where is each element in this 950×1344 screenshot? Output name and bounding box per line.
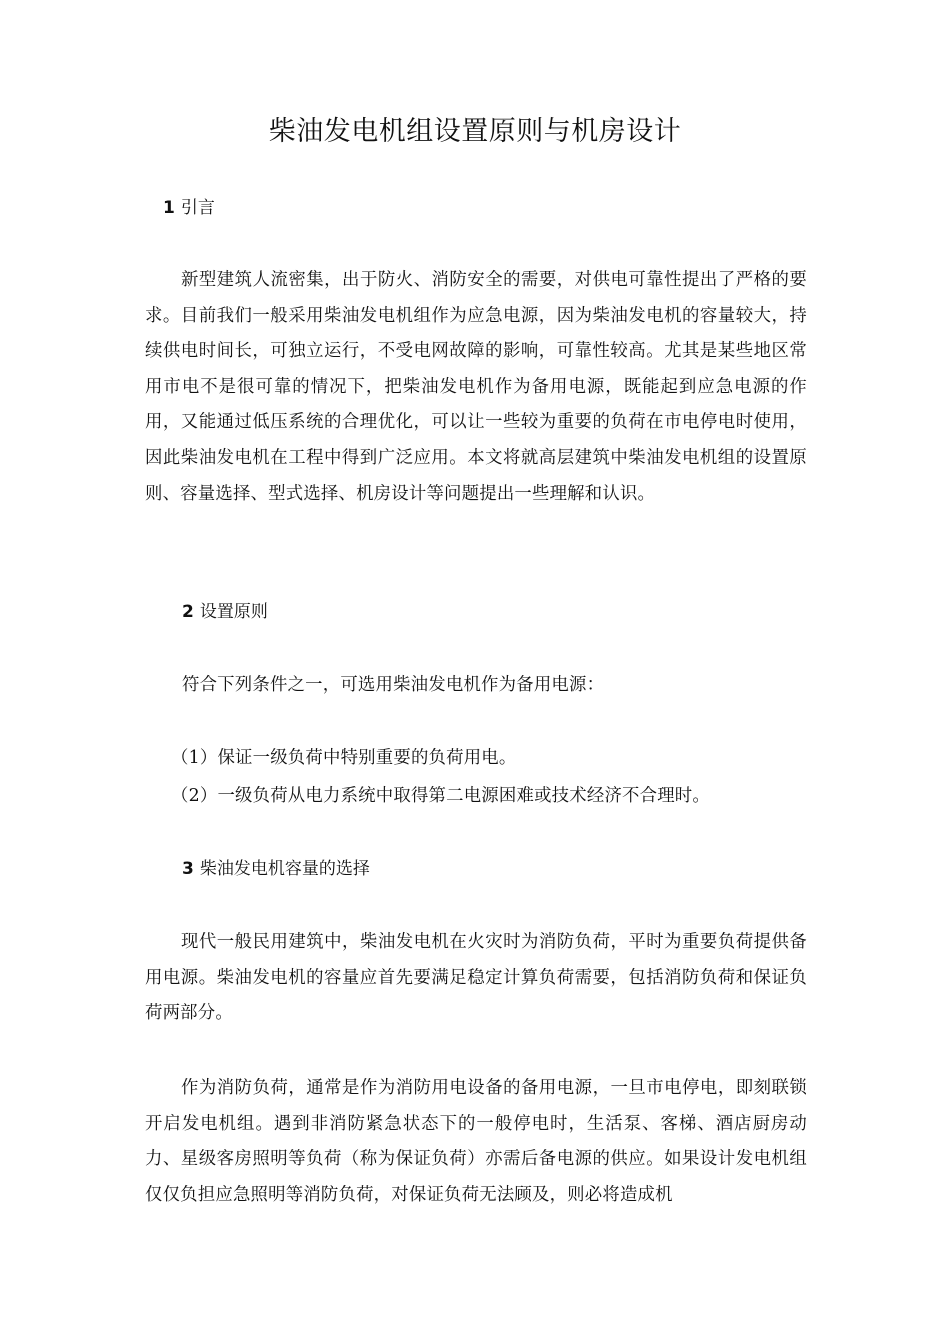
document-title: 柴油发电机组设置原则与机房设计 <box>268 116 682 147</box>
section-3-paragraph-2: 作为消防负荷，通常是作为消防用电设备的备用电源，一旦市电停电，即刻联锁开启发电机组。遇到非消防紧急状态下的一般停电时，生活泵、客梯、酒店厨房动力、星级客房照明等负荷（称为保证负荷）亦需后备电源的供应。如果设计发电机组仅仅负担应急照明等消防负荷，对保证负荷无法顾及，则必将造成机 <box>145 1078 807 1205</box>
section-3-paragraph-1: 现代一般民用建筑中，柴油发电机在火灾时为消防负荷，平时为重要负荷提供备用电源。柴油发电机的容量应首先要满足稳定计算负荷需要，包括消防负荷和保证负荷两部分。 <box>145 932 807 1024</box>
section-1-title: 引言 <box>180 198 215 218</box>
section-3-heading <box>182 856 370 882</box>
section-1-heading <box>163 195 215 221</box>
section-2-number: 2 <box>182 602 194 622</box>
section-1-paragraph: 新型建筑人流密集，出于防火、消防安全的需要，对供电可靠性提出了严格的要求。目前我们一般采用柴油发电机组作为应急电源，因为柴油发电机的容量较大，持续供电时间长，可独立运行，不受电网故障的影响，可靠性较高。尤其是某些地区常用市电不是很可靠的情况下，把柴油发电机作为备用电源，既能起到应急电源的作用，又能通过低压系统的合理优化，可以让一些较为重要的负荷在市电停电时使用，因此柴油发电机在工程中得到广泛应用。本文将就高层建筑中柴油发电机组的设置原则、容量选择、型式选择、机房设计等问题提出一些理解和认识。 <box>145 270 807 504</box>
section-2-heading <box>182 599 268 625</box>
section-2-item-2: （2）一级负荷从电力系统中取得第二电源困难或技术经济不合理时。 <box>171 786 710 806</box>
section-2-title: 设置原则 <box>199 602 268 622</box>
section-3-title: 柴油发电机容量的选择 <box>199 859 370 879</box>
section-2-item-1: （1）保证一级负荷中特别重要的负荷用电。 <box>171 748 517 768</box>
section-3-number: 3 <box>182 859 194 879</box>
section-1-number: 1 <box>163 198 175 218</box>
section-2-intro: 符合下列条件之一，可选用柴油发电机作为备用电源： <box>182 675 605 695</box>
